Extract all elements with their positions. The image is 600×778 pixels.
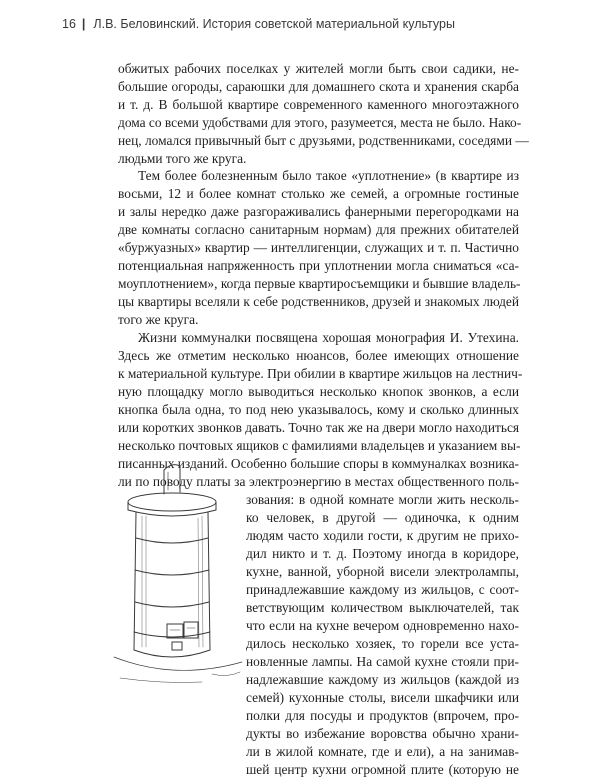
text-line: новленные лампы. На самой кухне стояли при- [246,654,519,669]
text-line: дукты во избежание воровства обычно храни- [246,726,519,741]
text-line: кухне, ванной, уборной висели электролампы, [246,564,519,579]
running-title: Л.В. Беловинский. История советской материальной культуры [93,17,455,31]
text-line: людям часто ходили гости, к другим не прихо- [246,528,519,543]
text-line: Жизни коммуналки посвящена хорошая монография И. Утехина. [138,330,519,345]
text-line: надлежавшие каждому из жильцов (каждой из [246,672,519,687]
stove-illustration [112,452,244,702]
text-line: дил никто и т. д. Поэтому иногда в коридоре, [246,546,519,561]
text-line: «буржуазных» квартир — интеллигенции, служащих и т. п. Частично [118,240,519,255]
text-line: нец, ломался привычный быт с друзьями, родственниками, соседями — [118,133,529,148]
text-line: что если на кухне вечером одновременно нахо- [246,618,519,633]
text-line: ную площадку могло выводиться несколько кнопок звонков, а если [118,384,519,399]
text-line: ли по поводу платы за электроэнергию в местах общественного поль- [118,474,519,489]
text-line: кнопка была одна, то под нею указывалось, кому и сколько длинных [118,402,519,417]
text-line: Здесь же отметим несколько нюансов, более имеющих отношение [118,348,519,363]
text-line: ветствующим количеством выключателей, так [246,600,519,615]
text-line: к материальной культуре. При обилии в квартире жильцов на лестнич- [118,366,523,381]
text-line: дилось несколько хозяек, то горели все уста- [246,636,519,651]
text-line: и т. д. В большой квартире современного каменного многоэтажного [118,97,519,112]
text-line: того же круга. [118,312,199,327]
text-line: принадлежавшие каждому из жильцов, с соот- [246,582,519,597]
text-line: дома со всеми удобствами для этого, разумеется, места не было. Нако- [118,115,522,130]
text-line: семей) кухонные столы, висели шкафчики или [246,690,519,705]
text-line: людьми того же круга. [118,151,247,166]
text-line: или коротких звонков давать. Точно так же на двери могло находиться [118,420,520,435]
text-line: Тем более болезненным было такое «уплотнение» (в квартире из [138,168,519,183]
text-line: восьми, 12 и более комнат столько же семей, а огромные гостиные [118,186,519,201]
text-line: большие огороды, сараюшки для домашнего скота и хранения скарба [118,79,519,94]
running-head [62,17,455,31]
text-line: и залы нередко даже разгораживались фанерными перегородками на [118,204,519,219]
header-separator: | [81,17,86,31]
text-line: шей центр кухни огромной плите (которую не [246,762,519,777]
text-line: ко человек, в другой — одиночка, к одним [246,510,519,525]
text-line: обжитых рабочих поселках у жителей могли быть свои садики, не- [118,61,519,76]
text-line: цы квартиры вселяли к себе родственников, друзей и знакомых людей [118,294,519,309]
text-line: две комнаты согласно санитарным нормам) для прежних обитателей [118,222,519,237]
text-line: моуплотнением», когда первые квартиросъемщики и бывшие владель- [118,276,521,291]
page-number: 16 [62,17,76,31]
text-line: писанных изданий. Особенно большие споры в коммуналках возника- [118,456,519,471]
text-line: полки для посуды и продуктов (впрочем, про- [246,708,519,723]
text-line: зования: в одной комнате могли жить несколь- [246,492,519,507]
text-line: несколько почтовых ящиков с фамилиями владельцев и указанием вы- [118,438,521,453]
text-line: ли в жилой комнате, где и ели), а на занимав- [246,744,519,759]
text-line: потенциальная напряженность при уплотнении могла сниматься «са- [118,258,519,273]
